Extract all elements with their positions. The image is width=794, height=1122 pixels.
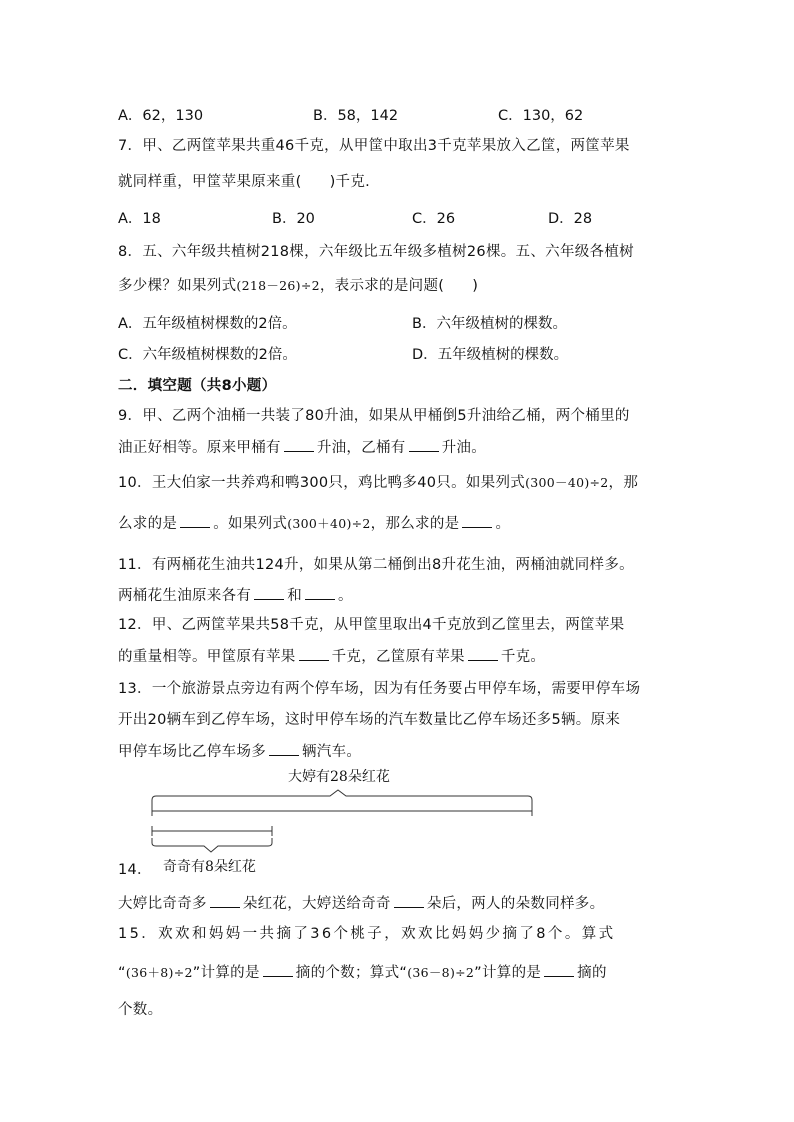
q8-line2-text: 多少棵？如果列式 xyxy=(118,278,237,294)
q9-line2-end: 升油。 xyxy=(441,440,487,456)
q6-option-b: B．58，142 xyxy=(313,108,399,124)
diagram-bottom-label: 奇奇有8朵红花 xyxy=(163,859,256,875)
q7-option-b: B．20 xyxy=(272,211,315,227)
q10-line1-end: ，那 xyxy=(608,475,639,491)
q15-formula-1: (36＋8)÷2 xyxy=(125,965,193,980)
q15-line1: 15．欢欢和妈妈一共摘了36个桃子，欢欢比妈妈少摘了8个。算式 xyxy=(118,926,616,942)
q8-option-c: C．六年级植树棵数的2倍。 xyxy=(118,347,297,363)
q8-option-b: B．六年级植树的棵数。 xyxy=(412,316,567,332)
q8-line1: 8．五、六年级共植树218棵，六年级比五年级多植树26棵。五、六年级各植树 xyxy=(118,244,634,260)
q10-line2-end: 。 xyxy=(495,516,511,532)
q7-option-d: D．28 xyxy=(548,211,593,227)
bottom-brace xyxy=(152,838,272,852)
q12-line2-mid: 千克，乙筐原有苹果 xyxy=(331,649,465,665)
q13-line3-text: 甲停车场比乙停车场多 xyxy=(118,744,266,760)
q15-quote-open: “ xyxy=(118,965,126,981)
q15-line2-mid2: ”计算的是 xyxy=(474,965,542,981)
q7-line2-text: 就同样重，甲筐苹果原来重( xyxy=(118,174,302,190)
q11-line1: 11．有两桶花生油共124升，如果从第二桶倒出8升花生油，两桶油就同样多。 xyxy=(118,557,634,573)
q8-option-a: A．五年级植树棵数的2倍。 xyxy=(118,316,297,332)
q9-line2-mid: 升油，乙桶有 xyxy=(316,440,406,456)
q12-line2-text: 的重量相等。甲筐原有苹果 xyxy=(118,649,296,665)
q11-line2-mid: 和 xyxy=(287,588,303,604)
q15-blank-2 xyxy=(544,966,574,977)
q15-formula-2: (36－8)÷2 xyxy=(407,965,475,980)
q15-line2 xyxy=(118,961,607,982)
q11-line2-text: 两桶花生油原来各有 xyxy=(118,588,252,604)
q8-option-d: D．五年级植树的棵数。 xyxy=(412,347,569,363)
q11-line2-end: 。 xyxy=(338,588,353,604)
q15-blank-1 xyxy=(263,966,293,977)
q13-line3-end: 辆汽车。 xyxy=(302,744,362,760)
q12-line2-end: 千克。 xyxy=(500,649,546,665)
q10-formula-1: (300－40)÷2 xyxy=(525,475,609,490)
q15-line2-mid: 摘的个数；算式“ xyxy=(295,965,408,981)
q13-line1: 13．一个旅游景点旁边有两个停车场，因为有任务要占甲停车场，需要甲停车场 xyxy=(118,681,641,697)
q7-option-c: C．26 xyxy=(412,211,456,227)
q8-line2-end: ) xyxy=(472,278,479,294)
section-title: 二．填空题（共8小题） xyxy=(118,378,277,394)
q10-line2-mid: 。如果列式 xyxy=(213,516,288,532)
top-brace xyxy=(152,790,532,806)
q12-line1: 12．甲、乙两筐苹果共58千克，从甲筐里取出4千克放到乙筐里去，两筐苹果 xyxy=(118,617,625,633)
q13-line2: 开出20辆车到乙停车场，这时甲停车场的汽车数量比乙停车场还多5辆。原来 xyxy=(118,712,621,728)
q15-line2-text: ”计算的是 xyxy=(192,965,260,981)
q6-option-a: A．62，130 xyxy=(118,108,204,124)
q14-blank-1 xyxy=(210,897,240,908)
q14-number: 14． xyxy=(118,862,152,878)
q10-line2-mid2: ，那么求的是 xyxy=(370,516,460,532)
q6-option-c: C．130，62 xyxy=(498,108,584,124)
q14-line1-mid: 朵红花，大婷送给奇奇 xyxy=(242,896,391,912)
q14-line1 xyxy=(118,892,604,913)
q14-line1-text: 大婷比奇奇多 xyxy=(118,896,207,912)
q15-line2-end: 摘的 xyxy=(577,965,607,981)
q14-blank-2 xyxy=(394,897,424,908)
q7-line1: 7．甲、乙两筐苹果共重46千克，从甲筐中取出3千克苹果放入乙筐，两筐苹果 xyxy=(118,138,630,154)
q7-option-a: A．18 xyxy=(118,211,161,227)
q10-line1-text: 10．王大伯家一共养鸡和鸭300只，鸡比鸭多40只。如果列式 xyxy=(118,475,526,491)
q9-line1: 9．甲、乙两个油桶一共装了80升油，如果从甲桶倒5升油给乙桶，两个桶里的 xyxy=(118,408,630,424)
q14-line1-end: 朵后，两人的朵数同样多。 xyxy=(426,896,605,912)
diagram-top-label: 大婷有28朵红花 xyxy=(288,769,390,785)
q15-line3: 个数。 xyxy=(118,1002,163,1018)
q10-formula-2: (300＋40)÷2 xyxy=(287,516,371,531)
q8-line2-mid: ，表示求的是问题( xyxy=(319,278,445,294)
q10-line2-text: 么求的是 xyxy=(118,516,178,532)
q8-formula: (218－26)÷2 xyxy=(236,278,320,293)
q9-line2-text: 油正好相等。原来甲桶有 xyxy=(118,440,281,456)
q7-line2-end: )千克. xyxy=(329,174,371,190)
